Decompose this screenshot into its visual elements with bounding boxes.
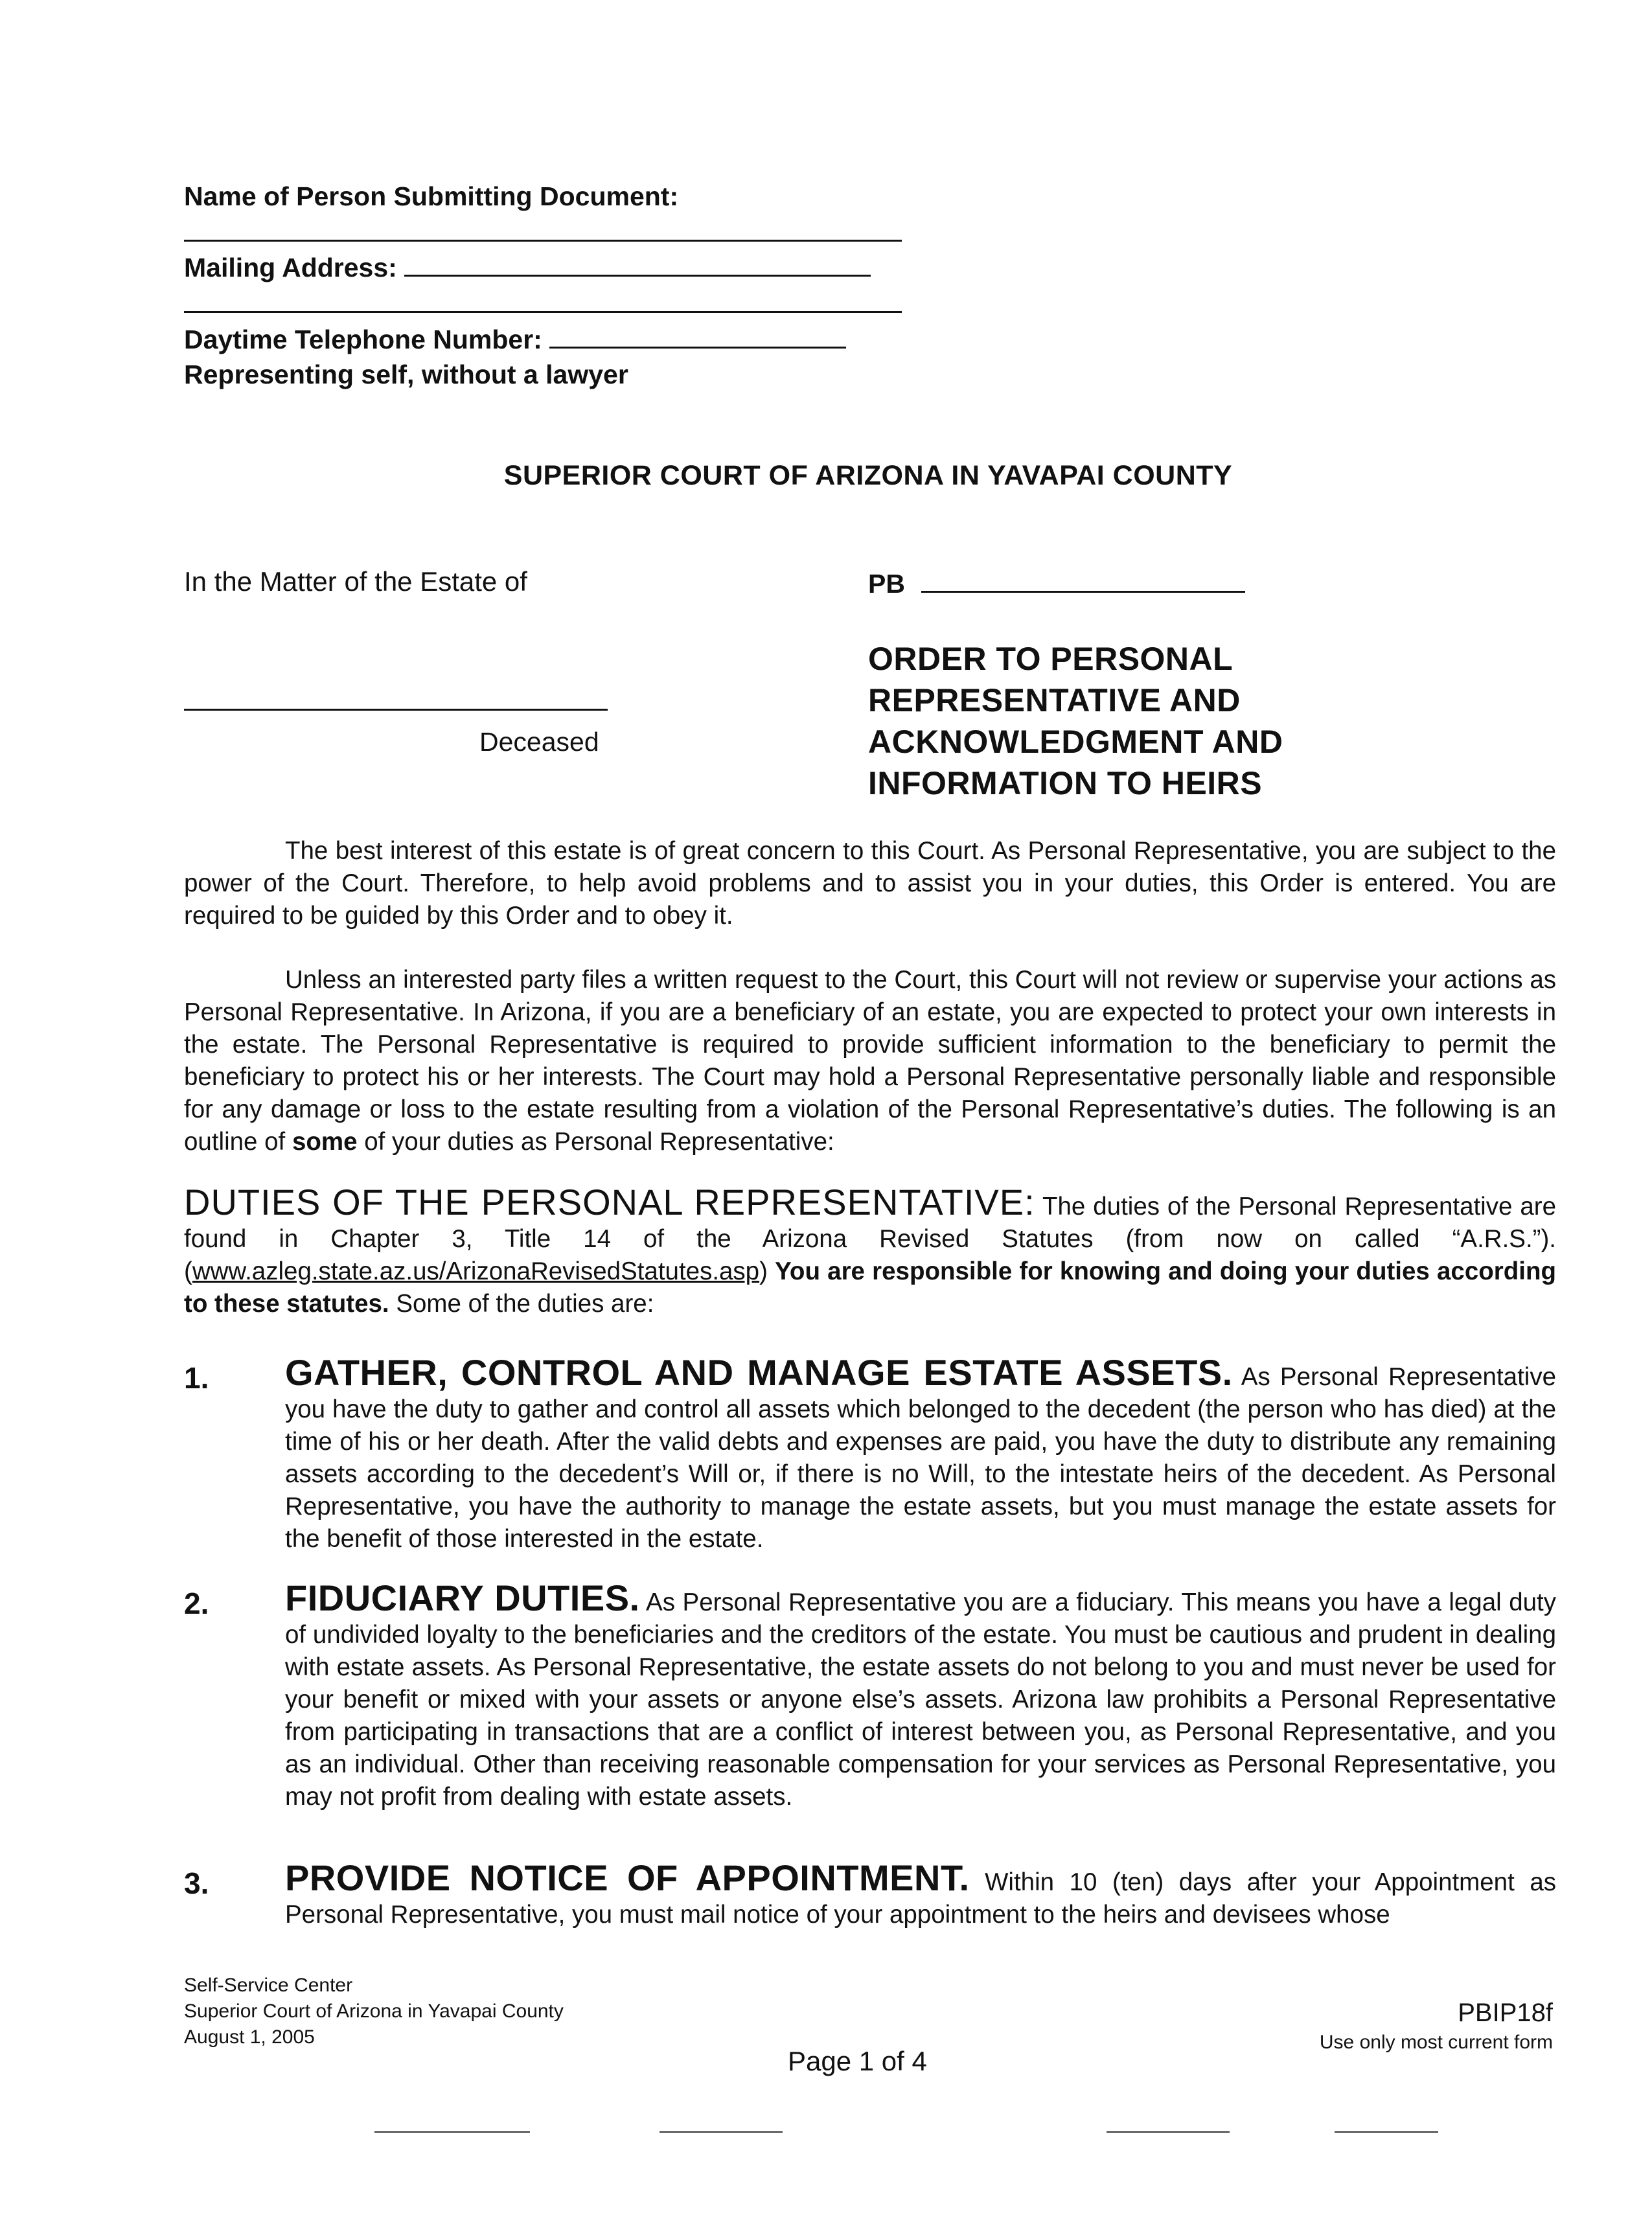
item-text: As Personal Representative you have the duty to gather and control all assets which belonged to the decedent (the person who has died) at the time of his or her death. After the valid debts and expenses are paid, you have the duty to distribute any remaining assets according to the decedent’s Will or, if there is no Will, to the intestate heirs of the decedent. As Personal Representative, you have the authority to manage the estate assets, but you must manage the estate assets for the benefit of those interested in the estate. [285, 1363, 1556, 1553]
duties-intro [184, 1182, 1557, 1320]
title-line: REPRESENTATIVE AND [868, 682, 1241, 718]
item-text: Within 10 (ten) days after your Appointment as Personal Representative, you must mail notice of your appointment to the heirs and devisees whose [285, 1868, 1556, 1929]
document-title [868, 638, 1283, 804]
address-row [184, 250, 903, 285]
duty-item-gather [285, 1352, 1556, 1555]
statutes-link[interactable]: www.azleg.state.az.us/ArizonaRevisedStatutes.asp [192, 1257, 760, 1285]
review-text: Unless an interested party files a written request to the Court, this Court will not review or supervise your actions as Personal Representative. In Arizona, if you are a beneficiary of an estate, you are expected to protect your own interests in the estate. The Personal Representative is required to provide sufficient information to the beneficiary to permit the beneficiary to protect his or her interests. The Court may hold a Personal Representative personally liable and responsible for any damage or loss to the estate resulting from a violation of the Personal Representative’s duties. The following is an outline of [184, 966, 1556, 1156]
item-heading: GATHER, CONTROL AND MANAGE ESTATE ASSETS. [285, 1352, 1233, 1393]
duties-text: The duties of the Personal Representative are found in Chapter 3, Title 14 of the Arizona Revised Statutes (from now on called “A.R.S.”). ( [184, 1193, 1557, 1285]
duties-text-end: Some of the duties are: [389, 1290, 654, 1318]
review-text-end: of your duties as Personal Representative: [357, 1128, 834, 1156]
deceased-label: Deceased [479, 727, 599, 757]
intro-paragraph: The best interest of this estate is of great concern to this Court. As Personal Representative, you are subject to the power of the Court. Therefore, to help avoid problems and to assist you in your duties, this Order is entered. You are required to be guided by this Order and to obey it. [184, 837, 1556, 930]
item-number: 2. [184, 1587, 209, 1620]
title-line: ACKNOWLEDGMENT AND [868, 724, 1283, 760]
footer-left [184, 1973, 564, 2050]
scan-artifact [1335, 2131, 1438, 2133]
scan-artifact [660, 2131, 783, 2133]
case-prefix: PB [868, 569, 905, 599]
duty-item-notice [285, 1857, 1556, 1931]
address-line-2[interactable] [184, 311, 902, 313]
item-text: As Personal Representative you are a fiduciary. This means you have a legal duty of undivided loyalty to the beneficiaries and the creditors of the estate. You must be cautious and prudent in dealing with estate assets. As Personal Representative, the estate assets do not belong to you and must never be used for your benefit or mixed with your assets or anyone else’s assets. Arizona law prohibits a Personal Representative from participating in transactions that are a conflict of interest between you, as Personal Representative, and you as an individual. Other than receiving reasonable compensation for your services as Personal Representative, you may not profit from dealing with estate assets. [285, 1588, 1557, 1811]
address-label: Mailing Address: [184, 253, 397, 282]
title-line: INFORMATION TO HEIRS [868, 765, 1263, 801]
item-heading: FIDUCIARY DUTIES. [285, 1577, 640, 1618]
emphasis-some: some [292, 1128, 358, 1156]
phone-row [184, 322, 903, 357]
duty-item-fiduciary [285, 1577, 1557, 1813]
current-form-note: Use only most current form [1319, 2032, 1553, 2053]
item-number: 1. [184, 1361, 209, 1395]
scan-artifact [1107, 2131, 1230, 2133]
item-heading: PROVIDE NOTICE OF APPOINTMENT. [285, 1857, 970, 1898]
duties-paren: ) [759, 1257, 775, 1285]
name-line[interactable] [184, 240, 902, 242]
address-line[interactable] [404, 253, 871, 277]
name-label: Name of Person Submitting Document: [184, 181, 679, 211]
decedent-name-line[interactable] [184, 709, 608, 711]
representing-self: Representing self, without a lawyer [184, 360, 628, 389]
case-number-line[interactable] [921, 569, 1245, 593]
title-line: ORDER TO PERSONAL [868, 641, 1233, 677]
footer-line: Superior Court of Arizona in Yavapai County [184, 2000, 564, 2022]
duties-bold: You are responsible for knowing and doing your duties according to these statutes. [184, 1257, 1556, 1318]
court-name: SUPERIOR COURT OF ARIZONA IN YAVAPAI COUNTY [503, 460, 1233, 491]
phone-label: Daytime Telephone Number: [184, 325, 542, 354]
item-number: 3. [184, 1866, 209, 1900]
review-paragraph [184, 964, 1556, 1158]
page-number: Page 1 of 4 [788, 2046, 927, 2076]
duties-heading: DUTIES OF THE PERSONAL REPRESENTATIVE: [184, 1182, 1035, 1222]
scan-artifact [374, 2131, 530, 2133]
case-number-row [868, 566, 1245, 601]
matter-label: In the Matter of the Estate of [184, 566, 527, 597]
form-id: PBIP18f [1458, 1999, 1553, 2027]
footer-line: August 1, 2005 [184, 2026, 315, 2048]
phone-line[interactable] [549, 325, 846, 349]
footer-line: Self-Service Center [184, 1975, 353, 1996]
